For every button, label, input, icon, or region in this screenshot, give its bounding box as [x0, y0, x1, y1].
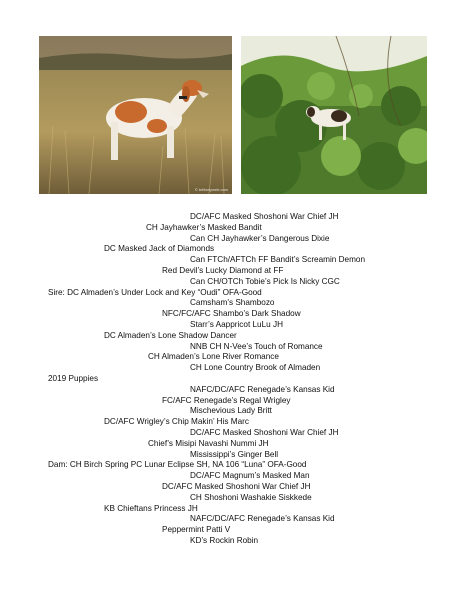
photo-caption: © brittanyweb.com — [194, 187, 228, 192]
pedigree-line — [0, 342, 466, 353]
pedigree-line — [0, 309, 466, 320]
pedigree-text: Camsham’s Shambozo — [190, 298, 275, 308]
pedigree-line — [0, 504, 466, 515]
pedigree-line — [0, 396, 466, 407]
pedigree-line — [0, 450, 466, 461]
pedigree-text: DC Almaden’s Lone Shadow Dancer — [104, 330, 237, 340]
pedigree-line — [0, 471, 466, 482]
pedigree-line — [0, 223, 466, 234]
pedigree-text: Starr’s Aappricot LuLu JH — [190, 319, 283, 329]
dog-photo-left — [39, 36, 232, 194]
pedigree-text: Chief’s Misipi Navashi Nummi JH — [148, 438, 269, 448]
pedigree-text: Can FTCh/AFTCh FF Bandit’s Screamin Demon — [190, 255, 366, 265]
pedigree-text: Red Devil’s Lucky Diamond at FF — [162, 265, 284, 275]
pedigree-line — [0, 493, 466, 504]
pedigree-line — [0, 363, 466, 374]
pedigree-line — [0, 234, 466, 245]
pedigree-text: NNB CH N-Vee’s Touch of Romance — [190, 341, 323, 351]
pedigree-text: DC/AFC Masked Shoshoni War Chief JH — [162, 481, 311, 491]
pedigree-line — [0, 320, 466, 331]
pedigree-text: Peppermint Patti V — [162, 525, 231, 535]
pedigree-line — [0, 439, 466, 450]
pedigree-line — [0, 406, 466, 417]
pedigree-text: Mississippi’s Ginger Bell — [190, 449, 279, 459]
pedigree-text: CH Jayhawker’s Masked Bandit — [146, 222, 262, 232]
pedigree-line — [0, 277, 466, 288]
pedigree-line — [0, 298, 466, 309]
pedigree-text: Mischevious Lady Britt — [190, 406, 272, 416]
pedigree-text: NFC/FC/AFC Shambo’s Dark Shadow — [162, 309, 301, 319]
pedigree-text: Dam: CH Birch Spring PC Lunar Eclipse SH, NA 106 “Luna” OFA-Good — [48, 460, 307, 470]
pedigree-line — [0, 460, 466, 471]
pedigree-line — [0, 482, 466, 493]
pedigree-text: CH Shoshoni Washakie Siskkede — [190, 492, 312, 502]
pedigree-text: CH Lone Country Brook of Almaden — [190, 363, 321, 373]
dog-photo-right — [241, 36, 427, 194]
pedigree-text: Can CH Jayhawker’s Dangerous Dixie — [190, 233, 330, 243]
pedigree-text: DC/AFC Magnum’s Masked Man — [190, 471, 310, 481]
pedigree-line — [0, 514, 466, 525]
pedigree-line — [0, 385, 466, 396]
pedigree-text: KB Chieftans Princess JH — [104, 503, 198, 513]
pedigree-text: NAFC/DC/AFC Renegade’s Kansas Kid — [190, 384, 335, 394]
pedigree-line — [0, 212, 466, 223]
pedigree-text: Can CH/OTCh Tobie’s Pick Is Nicky CGC — [190, 276, 340, 286]
pedigree-line — [0, 374, 466, 385]
pedigree-text: DC Masked Jack of Diamonds — [104, 244, 215, 254]
pedigree-text: DC/AFC Masked Shoshoni War Chief JH — [190, 427, 339, 437]
pedigree-line — [0, 255, 466, 266]
pedigree-text: NAFC/DC/AFC Renegade’s Kansas Kid — [190, 514, 335, 524]
pedigree-text: KD’s Rockin Robin — [190, 535, 259, 545]
pedigree-line — [0, 266, 466, 277]
pedigree-text: Sire: DC Almaden’s Under Lock and Key “Oudi” OFA-Good — [48, 287, 262, 297]
pedigree-line — [0, 352, 466, 363]
pedigree-line — [0, 428, 466, 439]
pedigree-list — [0, 212, 466, 547]
pedigree-line — [0, 536, 466, 547]
pedigree-line — [0, 331, 466, 342]
pedigree-line — [0, 288, 466, 299]
pedigree-text: DC/AFC Masked Shoshoni War Chief JH — [190, 212, 339, 221]
pedigree-text: FC/AFC Renegade’s Regal Wrigley — [162, 395, 291, 405]
pedigree-text: DC/AFC Wrigley’s Chip Makin’ His Marc — [104, 417, 249, 427]
pedigree-line — [0, 525, 466, 536]
pedigree-text: 2019 Puppies — [48, 373, 99, 383]
pedigree-text: CH Almaden’s Lone River Romance — [148, 352, 279, 362]
pedigree-line — [0, 417, 466, 428]
pedigree-line — [0, 244, 466, 255]
